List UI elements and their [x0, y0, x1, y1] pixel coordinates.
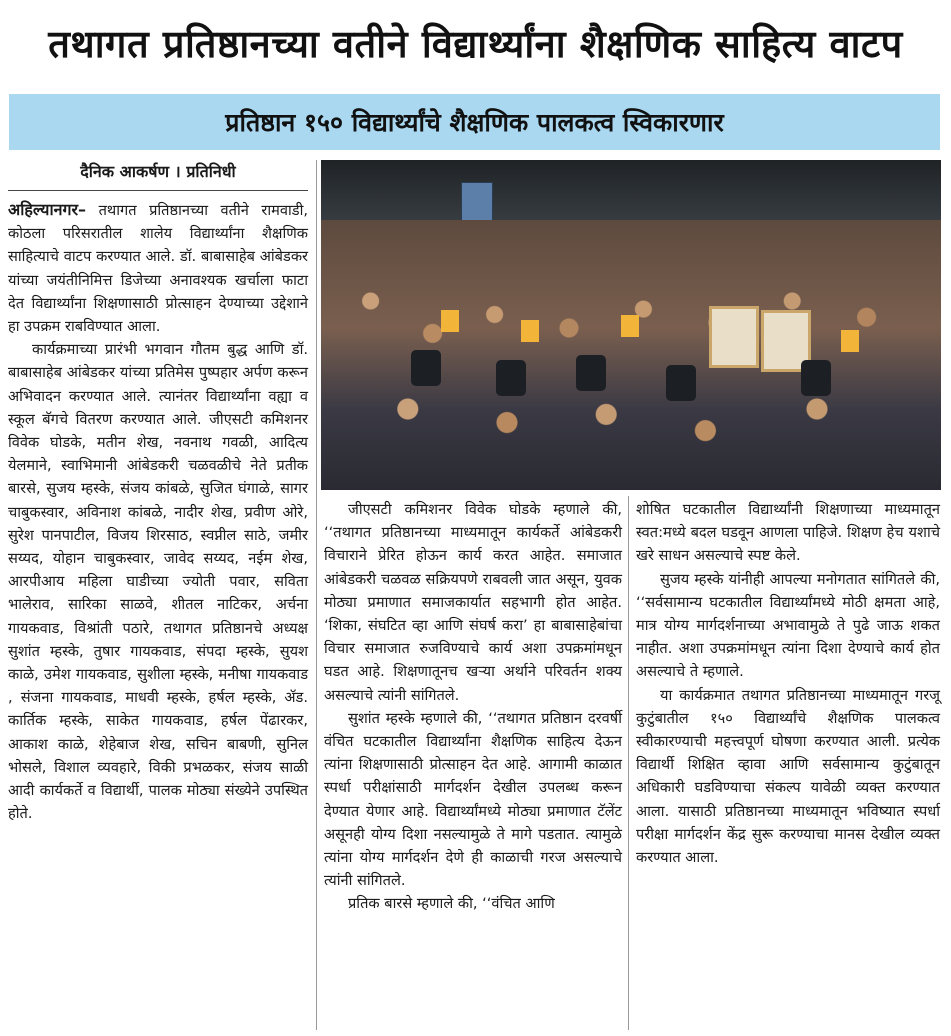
article-paragraph: कार्यक्रमाच्या प्रारंभी भगवान गौतम बुद्ध आणि डॉ. बाबासाहेब आंबेडकर यांच्या प्रतिमेस पुष्पहार अर्पण करून अभिवादन करण्यात आले. त्यानंतर विद्यार्थ्यांना वह्या व स्कूल बॅगचे वितरण करण्यात आले. जीएसटी कमिशनर विवेक घोडके, मतीन शेख, नवनाथ गवळी, आदित्य येलमाने, स्वाभिमानी आंबेडकरी चळवळीचे नेते प्रतीक बारसे, सुजय म्हस्के, संजय कांबळे, सुजित घंगाळे, सागर चाबुकस्वार, अविनाश कांबळे, नादीर शेख, प्रवीण ओरे, सुरेश पानपाटील, विजय शिरसाठ, स्वप्नील साठे, जमीर सय्यद, योहान चाबुकस्वार, जावेद सय्यद, नईम शेख, आरपीआय महिला घाडीच्या ज्योती पवार, सविता भालेराव, सारिका साळवे, शीतल नाटिकर, अर्चना गायकवाड, विश्रांती पठारे, तथागत प्रतिष्ठानचे अध्यक्ष सुशांत म्हस्के, तुषार गायकवाड, संपदा म्हस्के, सुयश काळे, उमेश गायकवाड, सुशीला म्हस्के, मनीषा गायकवाड , संजना गायकवाड, माधवी म्हस्के, हर्षल म्हस्के, ॲड. कार्तिक म्हस्के, साकेत गायकवाड, हर्षल पेंढारकर, आकाश काळे, शेहेबाज शेख, सचिन बाबणी, सुनिल भोसले, विशाल व्यवहारे, विकी प्रभळकर, संजय साळी आदी कार्यकर्ते व विद्यार्थी, पालक मोठ्या संख्येने उपस्थित होते.: [8, 341, 308, 823]
photo-school-bag: [411, 350, 441, 386]
paragraph-text: तथागत प्रतिष्ठानच्या वतीने रामवाडी, कोठला परिसरातील शालेय विद्यार्थ्यांना शैक्षणिक साहित्याचे वाटप करण्यात आले. डॉ. बाबासाहेब आंबेडकर यांच्या जयंतीनिमित्त डिजेच्या अनावश्यक खर्चाला फाटा देत विद्यार्थ्यांना शिक्षणासाठी प्रोत्साहन देण्याच्या उद्देशाने हा उपक्रम राबविण्यात आला.: [8, 202, 308, 336]
article-paragraph: [8, 198, 308, 338]
dateline: अहिल्यानगर–: [8, 200, 87, 219]
photo-school-bag: [801, 360, 831, 396]
column-divider-1: [316, 160, 317, 1030]
article-paragraph: शोषित घटकातील विद्यार्थ्यांनी शिक्षणाच्या माध्यमातून स्वत:मध्ये बदल घडवून आणला पाहिजे. शिक्षण हेच यशाचे खरे साधन असल्याचे स्पष्ट केले.: [636, 501, 940, 565]
photo-school-bag: [666, 365, 696, 401]
photo-school-bag: [576, 355, 606, 391]
column-divider-2: [628, 496, 629, 1030]
photo-school-bag: [496, 360, 526, 396]
event-photo: [321, 160, 941, 490]
byline-divider: [8, 190, 308, 191]
article-column-2: [324, 498, 622, 916]
article-paragraph: या कार्यक्रमात तथागत प्रतिष्ठानच्या माध्यमातून गरजू कुटुंबातील १५० विद्यार्थ्यांचे शैक्षणिक पालकत्व स्वीकारण्याची महत्त्वपूर्ण घोषणा करण्यात आली. प्रत्येक विद्यार्थी शिक्षित व्हावा आणि सर्वसामान्य कुटुंबातून अधिकारी घडविण्याचा संकल्प यावेळी व्यक्त करण्यात आला. यासाठी प्रतिष्ठानच्या माध्यमातून भविष्यात स्पर्धा परीक्षा मार्गदर्शन केंद्र सुरू करण्याचा मानस देखील व्यक्त करण्यात आला.: [636, 686, 940, 867]
photo-notebook: [441, 310, 459, 332]
photo-notebook: [841, 330, 859, 352]
headline: तथागत प्रतिष्ठानच्या वतीने विद्यार्थ्यांना शैक्षणिक साहित्य वाटप: [48, 22, 903, 66]
subheadline-bar: [9, 94, 940, 150]
byline: दैनिक आकर्षण । प्रतिनिधी: [80, 162, 236, 181]
subheadline: प्रतिष्ठान १५० विद्यार्थ्यांचे शैक्षणिक पालकत्व स्विकारणार: [225, 108, 724, 137]
photo-notebook: [621, 315, 639, 337]
article-paragraph: सुशांत म्हस्के म्हणाले की, ‘‘तथागत प्रतिष्ठान दरवर्षी वंचित घटकातील विद्यार्थ्यांना शैक्षणिक साहित्य देऊन त्यांना शिक्षणासाठी प्रोत्साहन देत आहे. आगामी काळात स्पर्धा परीक्षांसाठी मार्गदर्शन देखील उपलब्ध करून देण्यात येणार आहे. विद्यार्थ्यांमध्ये मोठ्या प्रमाणात टॅलेंट असूनही योग्य दिशा नसल्यामुळे ते मागे पडतात. त्यामुळे त्यांना योग्य मार्गदर्शन देणे ही काळाची गरज असल्याचे त्यांनी सांगितले.: [324, 709, 622, 890]
article-paragraph: जीएसटी कमिशनर विवेक घोडके म्हणाले की, ‘‘तथागत प्रतिष्ठानच्या माध्यमातून कार्यकर्ते आंबेडकरी विचाराने प्रेरित होऊन कार्य करत आहेत. समाजात आंबेडकरी चळवळ सक्रियपणे राबवली जात असून, युवक मोठ्या प्रमाणात समाजकार्यात सहभागी होत आहेत. ‘शिका, संघटित व्हा आणि संघर्ष करा’ हा बाबासाहेबांचा विचार समाजात रुजविण्याचे कार्य अशा उपक्रमांमधून घडत आहे. शिक्षणातूनच खऱ्या अर्थाने परिवर्तन शक्य असल्याचे त्यांनी सांगितले.: [324, 501, 622, 704]
article-column-1: [8, 198, 308, 825]
photo-portrait-frame: [709, 306, 759, 368]
article-paragraph: सुजय म्हस्के यांनीही आपल्या मनोगतात सांगितले की, ‘‘सर्वसामान्य घटकातील विद्यार्थ्यांमध्ये मोठी क्षमता आहे, मात्र योग्य मार्गदर्शनाच्या अभावामुळे ते पुढे जाऊ शकत नाहीत. अशा उपक्रमांमधून त्यांना दिशा देण्याचे कार्य होत असल्याचे ते म्हणाले.: [636, 570, 940, 681]
photo-notebook: [521, 320, 539, 342]
article-paragraph: प्रतिक बारसे म्हणाले की, ‘‘वंचित आणि: [348, 895, 555, 913]
article-column-3: [636, 498, 940, 869]
